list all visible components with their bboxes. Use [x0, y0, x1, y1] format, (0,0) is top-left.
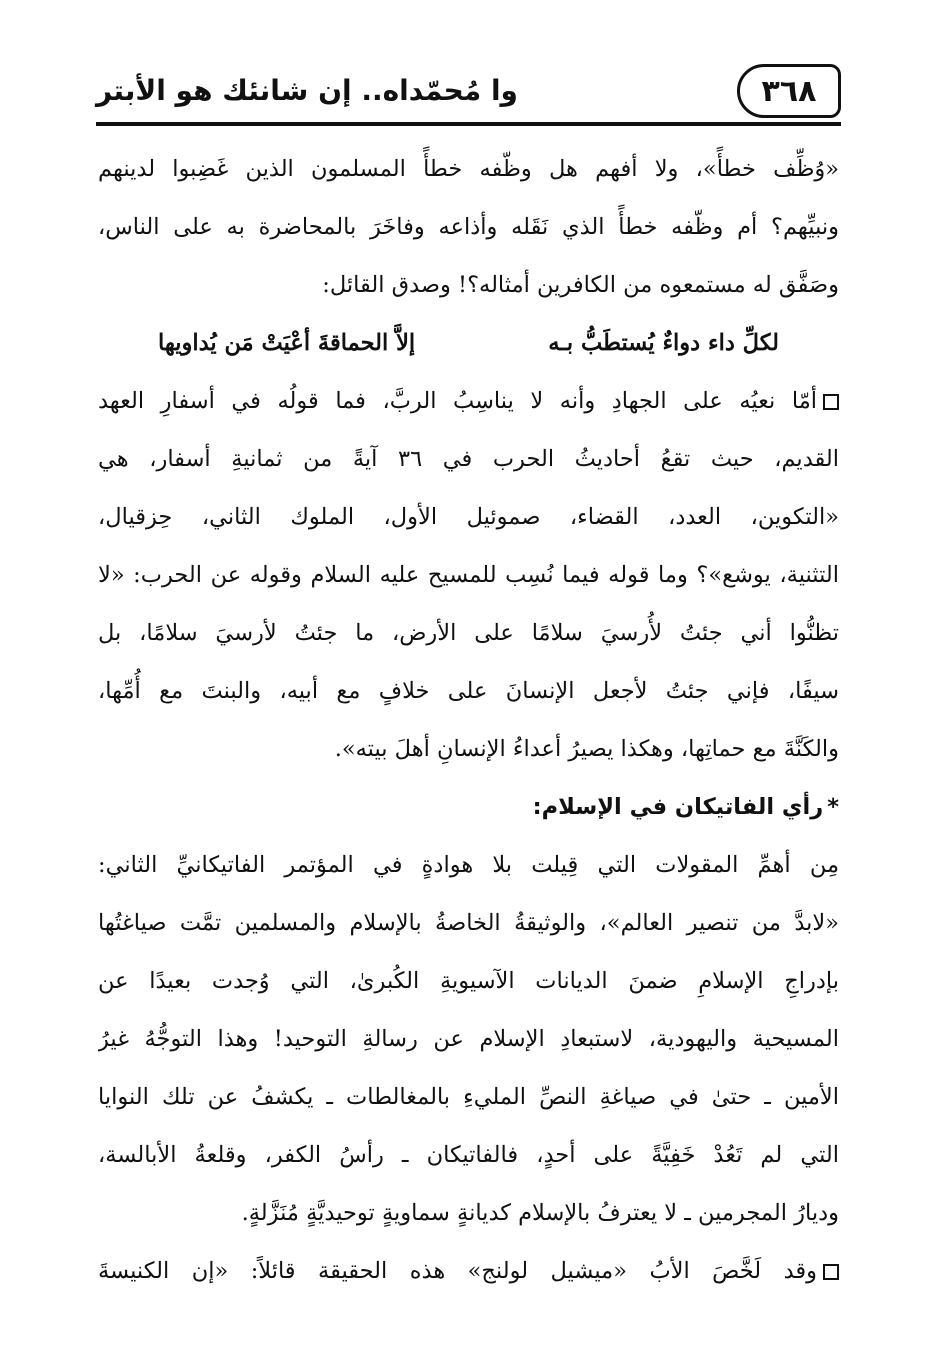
text-line: «وُظِّف خطأً»، ولا أفهم هل وظّفه خطأً المسلمون الذين غَضِبوا لدينهم [98, 156, 839, 182]
text-line [98, 372, 839, 430]
page-body [98, 140, 839, 1300]
square-bullet-icon [823, 1264, 839, 1280]
text-line: تظنُّوا أني جئتُ لأُرسيَ سلامًا على الأرض، ما جئتُ لأرسيَ سلامًا، بل [98, 620, 839, 646]
text-line: القديم، حيث تقعُ أحاديثُ الحرب في ٣٦ آيةً من ثمانيةِ أسفار، هي [98, 446, 839, 472]
text-line: ونبيِّهم؟ أم وظّفه خطأً الذي نَقَله وأذاعه وفاخَرَ بالمحاضرة به على الناس، [98, 214, 839, 240]
text-line: مِن أهمِّ المقولات التي قِيلت بلا هوادةٍ في المؤتمر الفاتيكانيِّ الثاني: [98, 852, 839, 878]
section-heading [98, 778, 839, 836]
text-line: التي لم تَعُدْ خَفِيَّةً على أحدٍ، فالفاتيكان ـ رأسُ الكفر، وقلعةُ الأبالسة، [98, 1142, 839, 1168]
text-line: وصَفَّق له مستمعوه من الكافرين أمثاله؟! وصدق القائل: [322, 272, 839, 298]
square-bullet-icon [823, 394, 839, 410]
poem-verse [98, 314, 839, 372]
page-number: ٣٦٨ [737, 64, 841, 118]
page-header [96, 64, 841, 126]
section-heading-text: رأي الفاتيكان في الإسلام: [532, 794, 824, 820]
header-rule [96, 122, 841, 126]
text-line: والكَنَّةَ مع حماتِها، وهكذا يصيرُ أعداءُ الإنسانِ أهلَ بيته». [334, 736, 839, 762]
text-line: سيفًا، فإني جئتُ لأجعل الإنسانَ على خلافٍ مع أبيه، والبنتَ مع أُمِّها، [98, 678, 839, 704]
text-line: بإدراجِ الإسلامِ ضمنَ الديانات الآسيويةِ الكُبرىٰ، التي وُجدت بعيدًا عن [98, 968, 839, 994]
text-line: الأمين ـ حتىٰ في صياغةِ النصِّ المليءِ بالمغالطات ـ يكشفُ عن تلك النوايا [98, 1084, 839, 1110]
poem-hemistich-first: لكلِّ داء دواءٌ يُستطَبُّ بـه [548, 330, 779, 356]
text-line: وديارُ المجرمين ـ لا يعترفُ بالإسلام كديانةٍ سماويةٍ توحيديَّةٍ مُنَزَّلةٍ. [241, 1200, 839, 1226]
text-line: المسيحية واليهودية، لاستبعادِ الإسلام عن رسالةِ التوحيد! وهذا التوجُّهُ غيرُ [98, 1026, 839, 1052]
paragraph-start-text: وقد لَخَّصَ الأبُ «ميشيل لولنج» هذه الحقيقة قائلاً: «إن الكنيسةَ [98, 1258, 817, 1284]
text-line [98, 1242, 839, 1300]
running-title: وا مُحمّداه.. إن شانئك هو الأبتر [96, 74, 518, 107]
paragraph-start-text: أمّا نعيُه على الجهادِ وأنه لا يناسِبُ الربَّ، فما قولُه في أسفارِ العهد [98, 388, 817, 414]
text-line: «لابدَّ من تنصير العالم»، والوثيقةُ الخاصةُ بالإسلام والمسلمين تمَّت صياغتُها [98, 910, 839, 936]
star-icon: * [827, 794, 839, 820]
text-line: «التكوين، العدد، القضاء، صموئيل الأول، الملوك الثاني، حِزقيال، [98, 504, 839, 530]
poem-hemistich-second: إلاَّ الحماقةَ أعْيَتْ مَن يُداويها [158, 330, 416, 356]
text-line: التثنية، يوشع»؟ وما قوله فيما نُسِب للمسيح عليه السلام وقوله عن الحرب: «لا [98, 562, 839, 588]
